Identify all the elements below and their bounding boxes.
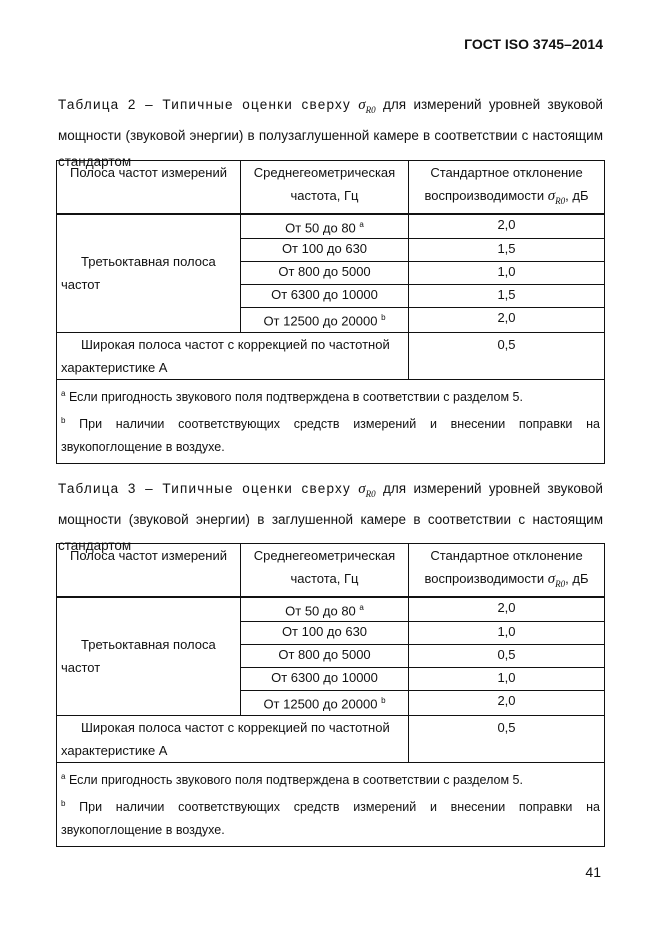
frequency-range: От 50 до 80 $^a$ — [241, 597, 409, 622]
page-number: 41 — [585, 864, 601, 880]
group-label: Третьоктавная полоса частот — [57, 214, 241, 332]
frequency-range: От 6300 до 10000 — [241, 668, 409, 691]
header-deviation: Стандартное отклонение воспроизводимости $\sigma_{R0}$, дБ — [409, 544, 605, 598]
standard-header: ГОСТ ISO 3745–2014 — [464, 36, 603, 52]
footnote-b: $^b$ При наличии соответствующих средств измерений и внесении поправки на звукопоглощение в воздухе. — [61, 798, 600, 837]
frequency-range: От 12500 до 20000 $^b$ — [241, 308, 409, 332]
wideband-label: Широкая полоса частот с коррекцией по частотной характеристике А — [57, 715, 409, 762]
footnote-a: $^a$ Если пригодность звукового поля подтверждена в соответствии с разделом 5. — [61, 771, 523, 787]
frequency-range: От 6300 до 10000 — [241, 285, 409, 308]
wideband-value: 0,5 — [409, 332, 605, 379]
deviation-value: 2,0 — [409, 597, 605, 622]
sigma-symbol: $\sigma_{R0}$ — [358, 480, 376, 499]
header-band: Полоса частот измерений — [57, 161, 241, 215]
data-table — [56, 160, 605, 464]
frequency-range: От 100 до 630 — [241, 239, 409, 262]
frequency-range: От 12500 до 20000 $^b$ — [241, 691, 409, 715]
deviation-value: 1,0 — [409, 668, 605, 691]
deviation-value: 2,0 — [409, 308, 605, 332]
table-row — [57, 597, 605, 622]
wideband-row — [57, 332, 605, 379]
table-header-row — [57, 544, 605, 598]
data-table — [56, 543, 605, 847]
caption-lead: Таблица 3 – Типичные оценки сверху — [58, 480, 351, 496]
footnotes — [57, 379, 605, 463]
frequency-range: От 800 до 5000 — [241, 262, 409, 285]
caption-lead: Таблица 2 – Типичные оценки сверху — [58, 96, 351, 112]
header-deviation: Стандартное отклонение воспроизводимости $\sigma_{R0}$, дБ — [409, 161, 605, 215]
footnotes-row — [57, 379, 605, 463]
header-frequency: Среднегеометрическая частота, Гц — [241, 544, 409, 598]
caption-text: для измерений уровней звуковой мощности (звуковой энергии) в заглушенной камере в соответствии с настоящим стандартом — [58, 480, 603, 553]
footnotes-row — [57, 762, 605, 846]
wideband-row — [57, 715, 605, 762]
table-row — [57, 214, 605, 239]
sigma-symbol: $\sigma_{R0}$ — [358, 96, 376, 115]
header-frequency: Среднегеометрическая частота, Гц — [241, 161, 409, 215]
deviation-value: 0,5 — [409, 645, 605, 668]
deviation-value: 1,0 — [409, 262, 605, 285]
deviation-value: 1,5 — [409, 239, 605, 262]
deviation-value: 2,0 — [409, 214, 605, 239]
wideband-label: Широкая полоса частот с коррекцией по частотной характеристике А — [57, 332, 409, 379]
deviation-value: 1,0 — [409, 622, 605, 645]
frequency-range: От 100 до 630 — [241, 622, 409, 645]
frequency-range: От 50 до 80 $^a$ — [241, 214, 409, 239]
frequency-range: От 800 до 5000 — [241, 645, 409, 668]
header-band: Полоса частот измерений — [57, 544, 241, 598]
wideband-value: 0,5 — [409, 715, 605, 762]
footnotes — [57, 762, 605, 846]
footnote-a: $^a$ Если пригодность звукового поля подтверждена в соответствии с разделом 5. — [61, 388, 523, 404]
footnote-b: $^b$ При наличии соответствующих средств измерений и внесении поправки на звукопоглощение в воздухе. — [61, 415, 600, 454]
caption-text: для измерений уровней звуковой мощности (звуковой энергии) в полузаглушенной камере в соответствии с настоящим стандартом — [58, 96, 603, 169]
group-label: Третьоктавная полоса частот — [57, 597, 241, 715]
deviation-value: 2,0 — [409, 691, 605, 715]
deviation-value: 1,5 — [409, 285, 605, 308]
table-header-row — [57, 161, 605, 215]
